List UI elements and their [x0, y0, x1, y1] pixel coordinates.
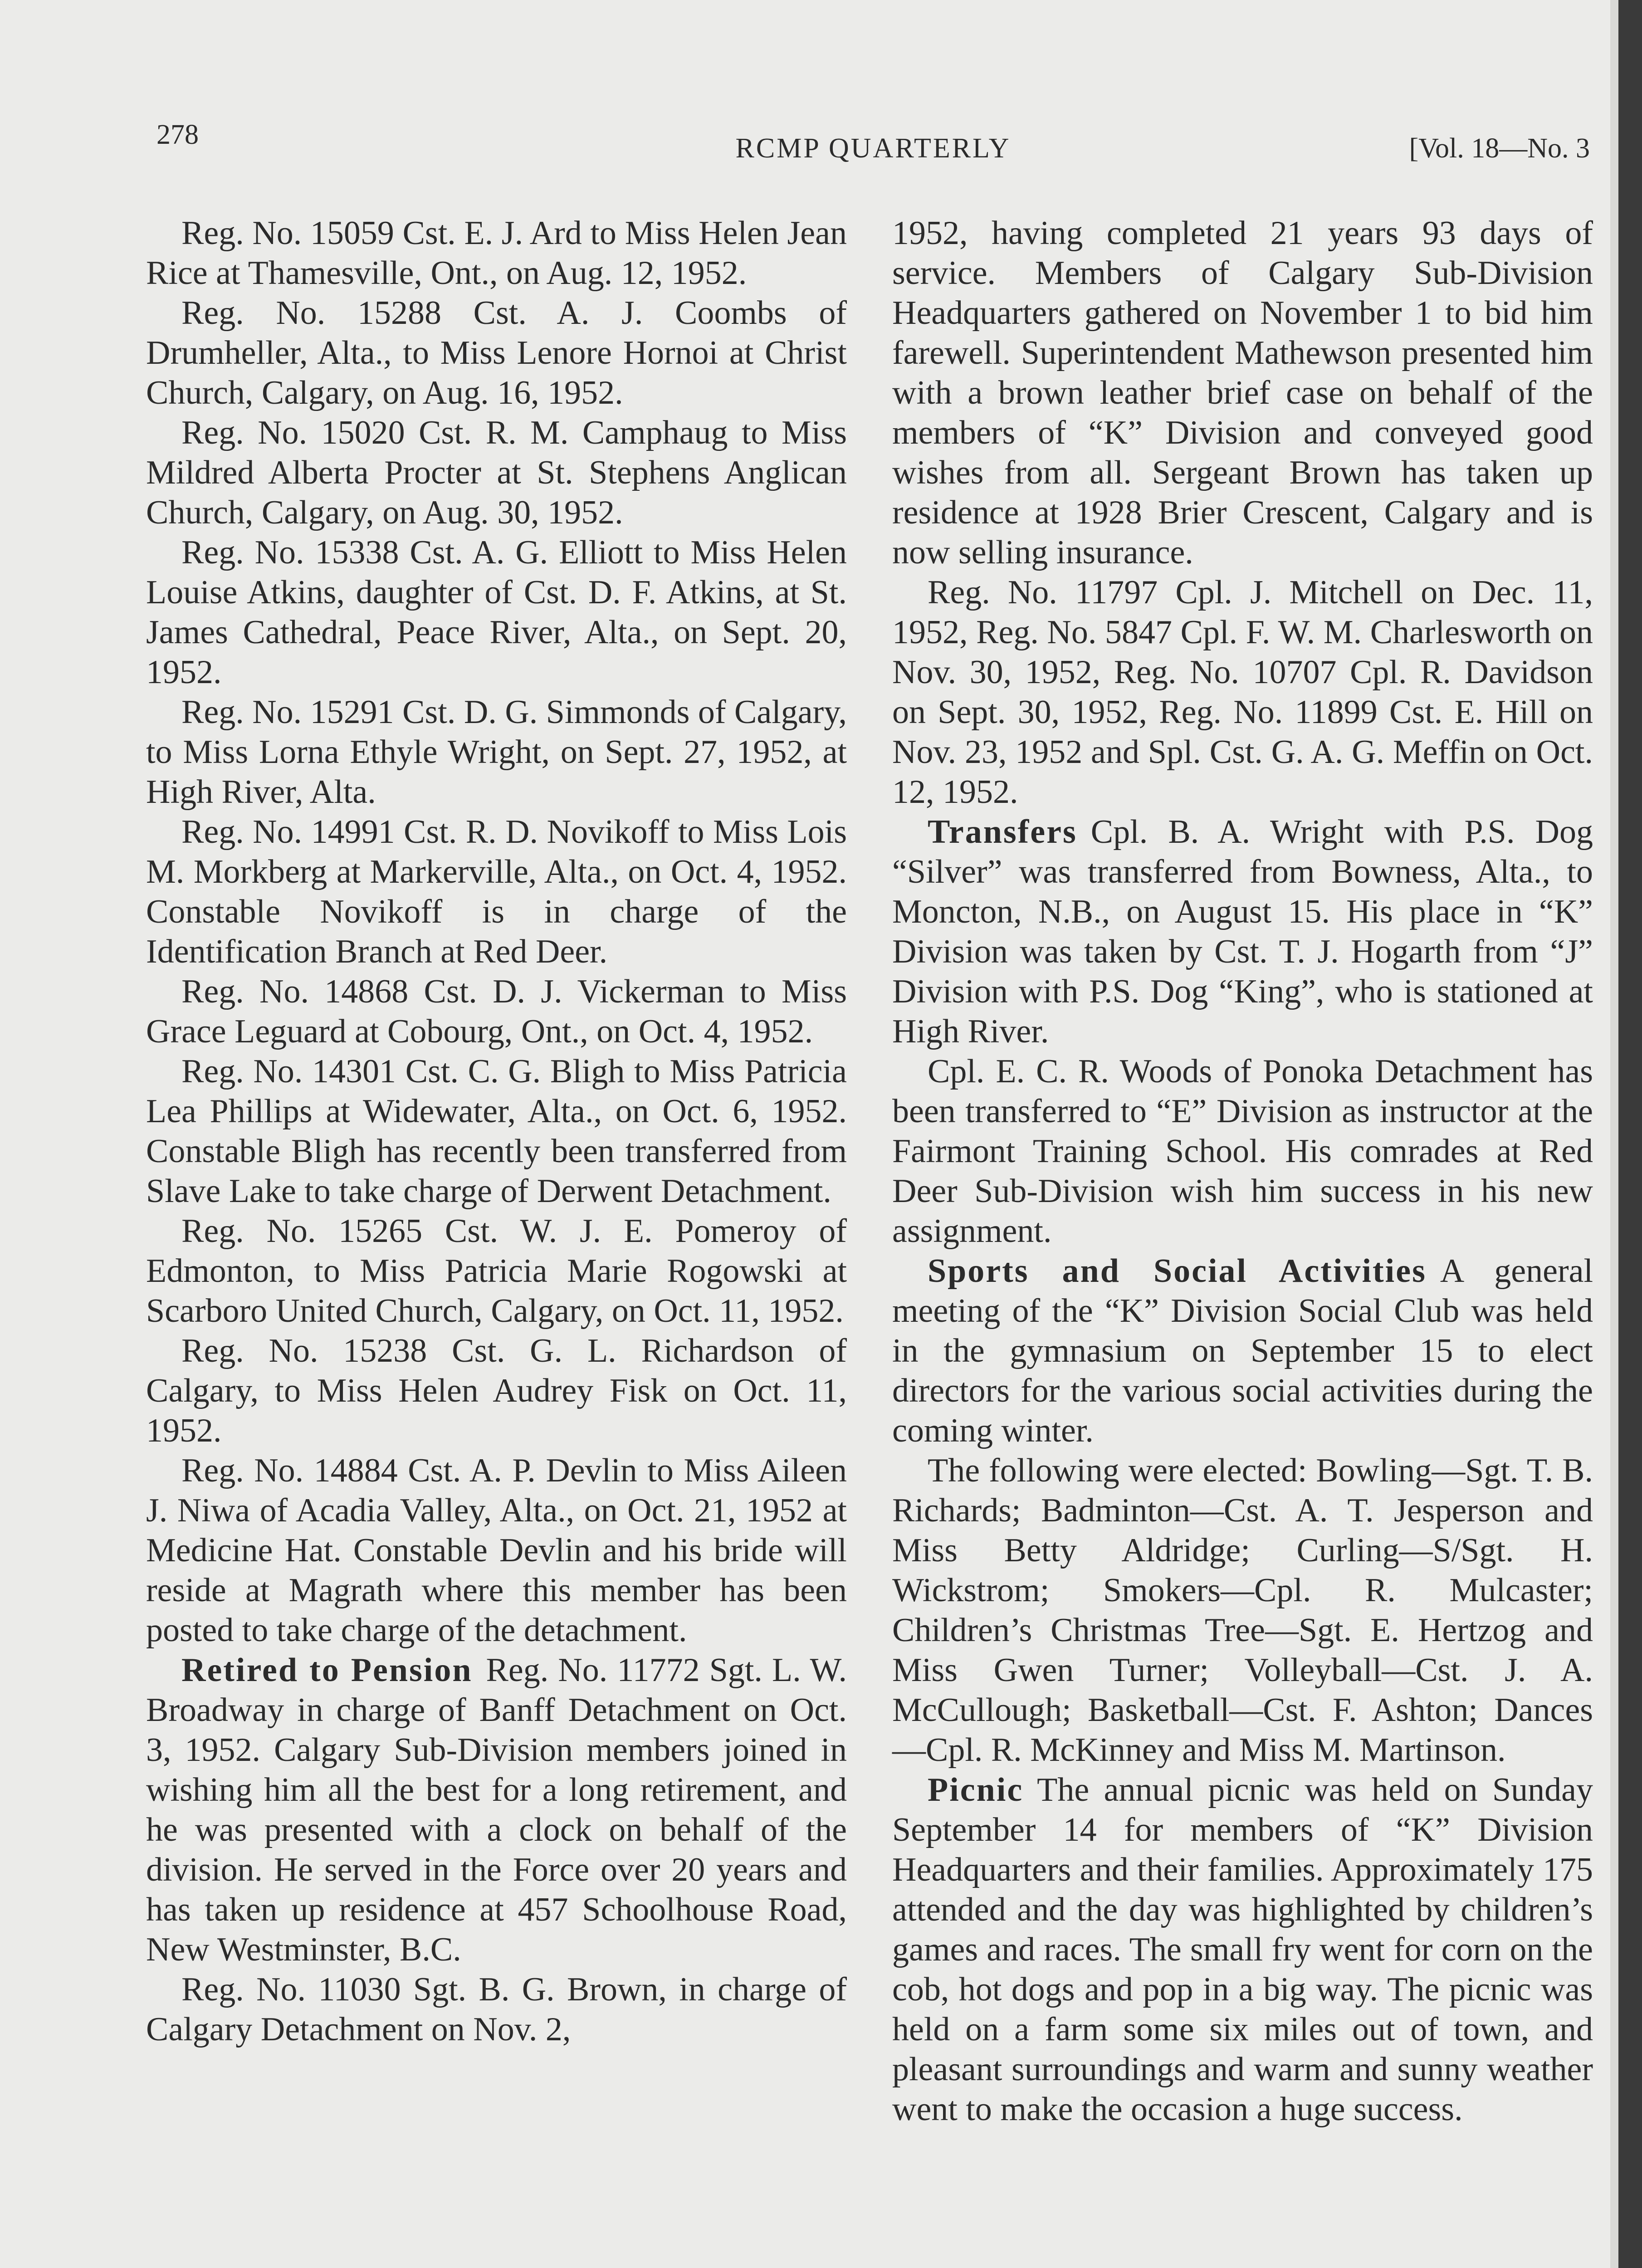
- retired-heading: Retired to Pension: [181, 1652, 473, 1689]
- wedding-paragraph: Reg. No. 14301 Cst. C. G. Bligh to Miss Patricia Lea Phillips at Widewater, Alta., on Oct. 6, 1952. Constable Bligh has recently been transferred from Slave Lake to take charge of Derwent Detachment.: [146, 1053, 847, 1210]
- transfers-text: Cpl. B. A. Wright with P.S. Dog “Silver” was transferred from Bowness, Alta., to Moncton, N.B., on August 15. His place in “K” Division was taken by Cst. T. J. Hogarth from “J” Division with P.S. Dog “King”, who is stationed at High River.: [892, 813, 1593, 1050]
- picnic-text: The annual picnic was held on Sunday September 14 for members of “K” Division Headquarters and their families. Approximately 175 attended and the day was highlighted by children’s games and races. The small fry went for corn on the cob, hot dogs and pop in a big way. The picnic was held on a farm some six miles out of town, and pleasant surroundings and warm and sunny weather went to make the occasion a huge success.: [892, 1771, 1593, 2128]
- wedding-paragraph: Reg. No. 15265 Cst. W. J. E. Pomeroy of Edmonton, to Miss Patricia Marie Rogowski at Scarboro United Church, Calgary, on Oct. 11, 1952.: [146, 1212, 847, 1330]
- page-header: [156, 119, 1590, 169]
- brown-paragraph-continued: 1952, having completed 21 years 93 days of service. Members of Calgary Sub-Division Headquarters gathered on November 1 to bid him farewell. Superintendent Mathewson presented him with a brown leather brief case on behalf of the members of “K” Division and conveyed good wishes from all. Sergeant Brown has taken up residence at 1928 Brier Crescent, Calgary and is now selling insurance.: [892, 215, 1593, 571]
- running-title: RCMP QUARTERLY: [735, 133, 1011, 164]
- transfers-heading: Transfers: [928, 813, 1077, 850]
- wedding-paragraph: Reg. No. 15291 Cst. D. G. Simmonds of Calgary, to Miss Lorna Ethyle Wright, on Sept. 27, 1952, at High River, Alta.: [146, 694, 847, 811]
- wedding-paragraph: Reg. No. 14991 Cst. R. D. Novikoff to Miss Lois M. Morkberg at Markerville, Alta., on Oct. 4, 1952. Constable Novikoff is in charge of the Identification Branch at Red Deer.: [146, 813, 847, 970]
- right-column: [892, 213, 1593, 2129]
- left-column: [146, 213, 847, 2049]
- wedding-paragraph: Reg. No. 14884 Cst. A. P. Devlin to Miss Aileen J. Niwa of Acadia Valley, Alta., on Oct. 21, 1952 at Medicine Hat. Constable Devlin and his bride will reside at Magrath where this member has been posted to take charge of the detachment.: [146, 1452, 847, 1649]
- volume-info: [Vol. 18—No. 3: [1409, 133, 1590, 164]
- transfers-paragraph: [892, 812, 1593, 1051]
- wedding-paragraph: Reg. No. 15288 Cst. A. J. Coombs of Drumheller, Alta., to Miss Lenore Hornoi at Christ Church, Calgary, on Aug. 16, 1952.: [146, 294, 847, 411]
- elected-paragraph: The following were elected: Bowling—Sgt. T. B. Richards; Badminton—Cst. A. T. Jesperson and Miss Betty Aldridge; Curling—S/Sgt. H. Wickstrom; Smokers—Cpl. R. Mulcaster; Children’s Christmas Tree—Sgt. E. Hertzog and Miss Gwen Turner; Volleyball—Cst. J. A. McCullough; Basketball—Cst. F. Ashton; Dances—Cpl. R. McKinney and Miss M. Martinson.: [892, 1452, 1593, 1769]
- wedding-paragraph: Reg. No. 15020 Cst. R. M. Camphaug to Miss Mildred Alberta Procter at St. Stephens Anglican Church, Calgary, on Aug. 30, 1952.: [146, 414, 847, 531]
- wedding-paragraph: Reg. No. 14868 Cst. D. J. Vickerman to Miss Grace Leguard at Cobourg, Ont., on Oct. 4, 1952.: [146, 973, 847, 1050]
- picnic-heading: Picnic: [928, 1771, 1024, 1809]
- brown-paragraph-start: Reg. No. 11030 Sgt. B. G. Brown, in charge of Calgary Detachment on Nov. 2,: [146, 1971, 847, 2048]
- sports-paragraph: [892, 1251, 1593, 1451]
- wedding-paragraph: Reg. No. 15059 Cst. E. J. Ard to Miss Helen Jean Rice at Thamesville, Ont., on Aug. 12, 1952.: [146, 215, 847, 292]
- sports-text: A general meeting of the “K” Division Social Club was held in the gymnasium on September 15 to elect directors for the various social activities during the coming winter.: [892, 1252, 1593, 1449]
- page-edge-shadow: [1610, 0, 1618, 2268]
- page-number: 278: [156, 119, 199, 150]
- retired-text: Reg. No. 11772 Sgt. L. W. Broadway in charge of Banff Detachment on Oct. 3, 1952. Calgary Sub-Division members joined in wishing him all the best for a long retirement, and he was presented with a clock on behalf of the division. He served in the Force over 20 years and has taken up residence at 457 Schoolhouse Road, New Westminster, B.C.: [146, 1652, 847, 1968]
- retired-paragraph: [146, 1650, 847, 1970]
- page-edge: [1618, 0, 1642, 2268]
- wedding-paragraph: Reg. No. 15238 Cst. G. L. Richardson of Calgary, to Miss Helen Audrey Fisk on Oct. 11, 1952.: [146, 1332, 847, 1449]
- woods-paragraph: Cpl. E. C. R. Woods of Ponoka Detachment has been transferred to “E” Division as instructor at the Fairmont Training School. His comrades at Red Deer Sub-Division wish him success in his new assignment.: [892, 1053, 1593, 1250]
- retired-others-paragraph: Reg. No. 11797 Cpl. J. Mitchell on Dec. 11, 1952, Reg. No. 5847 Cpl. F. W. M. Charlesworth on Nov. 30, 1952, Reg. No. 10707 Cpl. R. Davidson on Sept. 30, 1952, Reg. No. 11899 Cst. E. Hill on Nov. 23, 1952 and Spl. Cst. G. A. G. Meffin on Oct. 12, 1952.: [892, 574, 1593, 811]
- sports-heading: Sports and Social Activities: [928, 1252, 1427, 1290]
- wedding-paragraph: Reg. No. 15338 Cst. A. G. Elliott to Miss Helen Louise Atkins, daughter of Cst. D. F. Atkins, at St. James Cathedral, Peace River, Alta., on Sept. 20, 1952.: [146, 534, 847, 691]
- picnic-paragraph: [892, 1770, 1593, 2129]
